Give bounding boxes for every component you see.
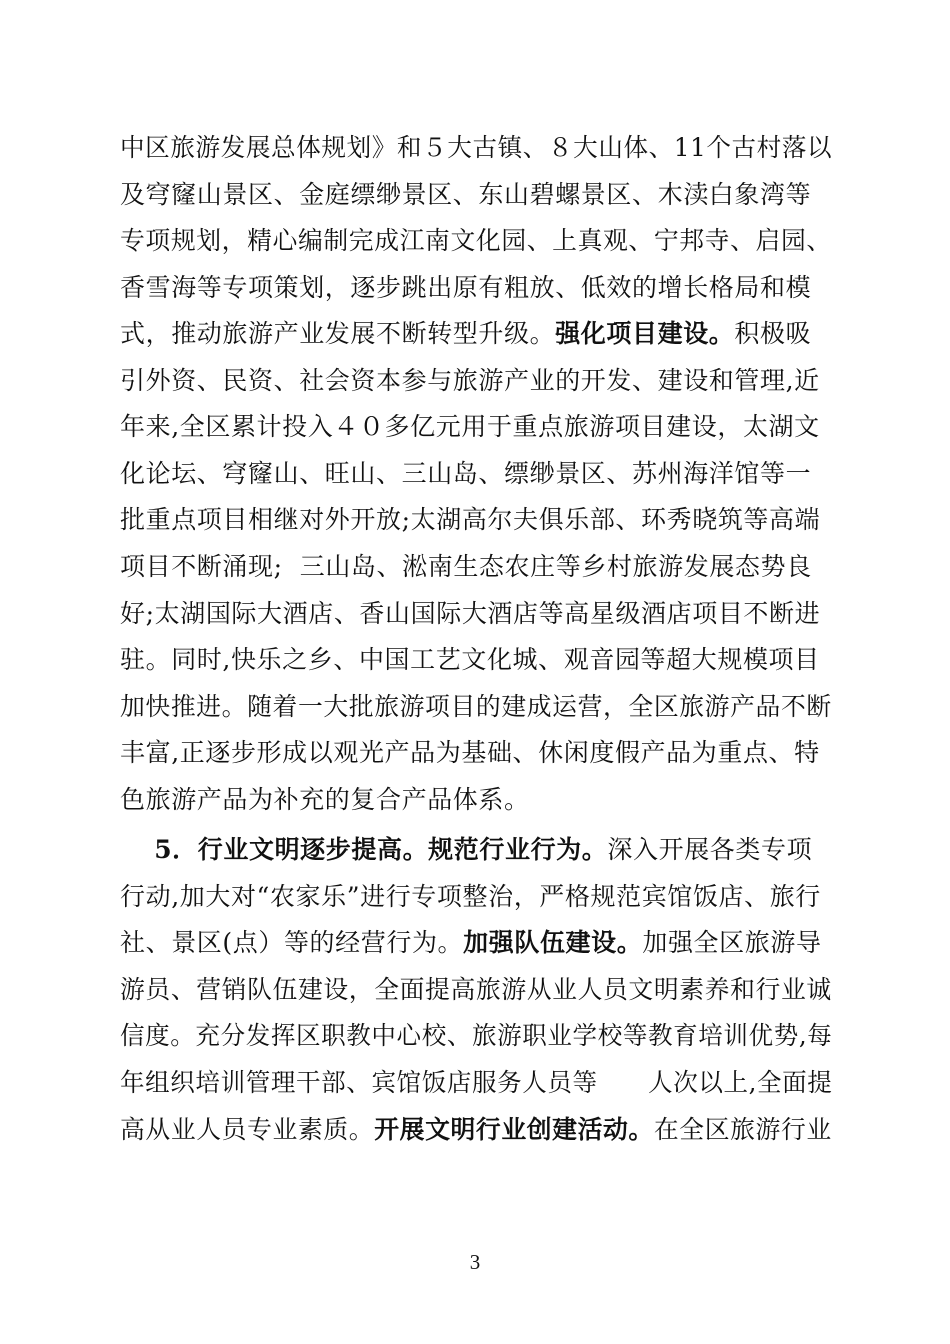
text-segment: 驻。同时,快乐之乡、中国工艺文化城、观音园等超大规模项目 bbox=[120, 645, 820, 674]
text-segment bbox=[120, 835, 154, 864]
text-line bbox=[120, 225, 832, 257]
text-segment: 加快推进。随着一大批旅游项目的建成运营，全区旅游产品不断 bbox=[120, 692, 832, 721]
text-segment: 积极吸 bbox=[734, 319, 812, 348]
text-line bbox=[120, 365, 820, 397]
text-segment: 引外资、民资、社会资本参与旅游产业的开发、建设和管理,近 bbox=[120, 366, 820, 395]
text-segment: 年组织培训管理干部、宾馆饭店服务人员等 人次以上,全面提 bbox=[120, 1068, 833, 1097]
text-segment: 深入开展各类专项 bbox=[607, 835, 813, 864]
text-line bbox=[120, 737, 820, 769]
text-line bbox=[120, 318, 811, 350]
text-segment: 及穹窿山景区、金庭缥缈景区、东山碧螺景区、木渎白象湾等 bbox=[120, 180, 812, 209]
text-segment: 信度。充分发挥区职教中心校、旅游职业学校等教育培训优势,每 bbox=[120, 1021, 833, 1050]
text-line bbox=[120, 644, 820, 676]
bold-heading-text: 加强队伍建设。 bbox=[463, 928, 643, 957]
bold-heading-text: 开展文明行业创建活动。 bbox=[374, 1115, 654, 1144]
text-line bbox=[120, 881, 821, 913]
text-segment: 在全区旅游行业 bbox=[653, 1115, 832, 1144]
text-line bbox=[120, 834, 812, 866]
text-segment: 游员、营销队伍建设，全面提高旅游从业人员文明素养和行业诚 bbox=[120, 975, 832, 1004]
text-line bbox=[120, 504, 820, 536]
text-segment: 式，推动旅游产业发展不断转型升级。 bbox=[120, 319, 556, 348]
text-line bbox=[120, 1020, 832, 1052]
text-segment: 丰富,正逐步形成以观光产品为基础、休闲度假产品为重点、特 bbox=[120, 738, 820, 767]
text-segment: 香雪海等专项策划，逐步跳出原有粗放、低效的增长格局和模 bbox=[120, 273, 812, 302]
text-segment: 中区旅游发展总体规划》和５大古镇、８大山体、11个古村落以 bbox=[120, 133, 833, 162]
text-segment: 社、景区(点）等的经营行为。 bbox=[120, 928, 464, 957]
text-line bbox=[120, 1067, 832, 1099]
text-segment: 高从业人员专业素质。 bbox=[120, 1115, 375, 1144]
text-line bbox=[120, 1114, 832, 1146]
text-segment: 批重点项目相继对外开放;太湖高尔夫俱乐部、环秀晓筑等高端 bbox=[120, 505, 821, 534]
text-line bbox=[120, 927, 822, 959]
text-segment: 加强全区旅游导 bbox=[642, 928, 822, 957]
text-segment: 行动,加大对“农家乐”进行专项整治，严格规范宾馆饭店、旅行 bbox=[120, 882, 821, 911]
text-line bbox=[120, 598, 820, 630]
text-segment: 专项规划，精心编制完成江南文化园、上真观、宁邦寺、启园、 bbox=[120, 226, 832, 255]
bold-heading-text: 5．行业文明逐步提高。规范行业行为。 bbox=[154, 835, 608, 864]
text-line bbox=[120, 551, 812, 583]
text-segment: 年来,全区累计投入４０多亿元用于重点旅游项目建设，太湖文 bbox=[120, 412, 820, 441]
text-line bbox=[120, 691, 832, 723]
text-segment: 化论坛、穹窿山、旺山、三山岛、缥缈景区、苏州海洋馆等一 bbox=[120, 459, 812, 488]
text-segment: 好;太湖国际大酒店、香山国际大酒店等高星级酒店项目不断进 bbox=[120, 599, 821, 628]
text-line bbox=[120, 272, 811, 304]
text-line bbox=[120, 784, 530, 816]
text-line bbox=[120, 974, 832, 1006]
text-segment: 色旅游产品为补充的复合产品体系。 bbox=[120, 785, 530, 814]
page-number: 3 bbox=[469, 1250, 481, 1274]
text-line bbox=[120, 411, 820, 443]
text-line bbox=[120, 132, 832, 164]
bold-heading-text: 强化项目建设。 bbox=[555, 319, 735, 348]
text-line bbox=[120, 458, 811, 490]
text-segment: 项目不断涌现; 三山岛、淞南生态农庄等乡村旅游发展态势良 bbox=[120, 552, 812, 581]
text-line bbox=[120, 179, 811, 211]
